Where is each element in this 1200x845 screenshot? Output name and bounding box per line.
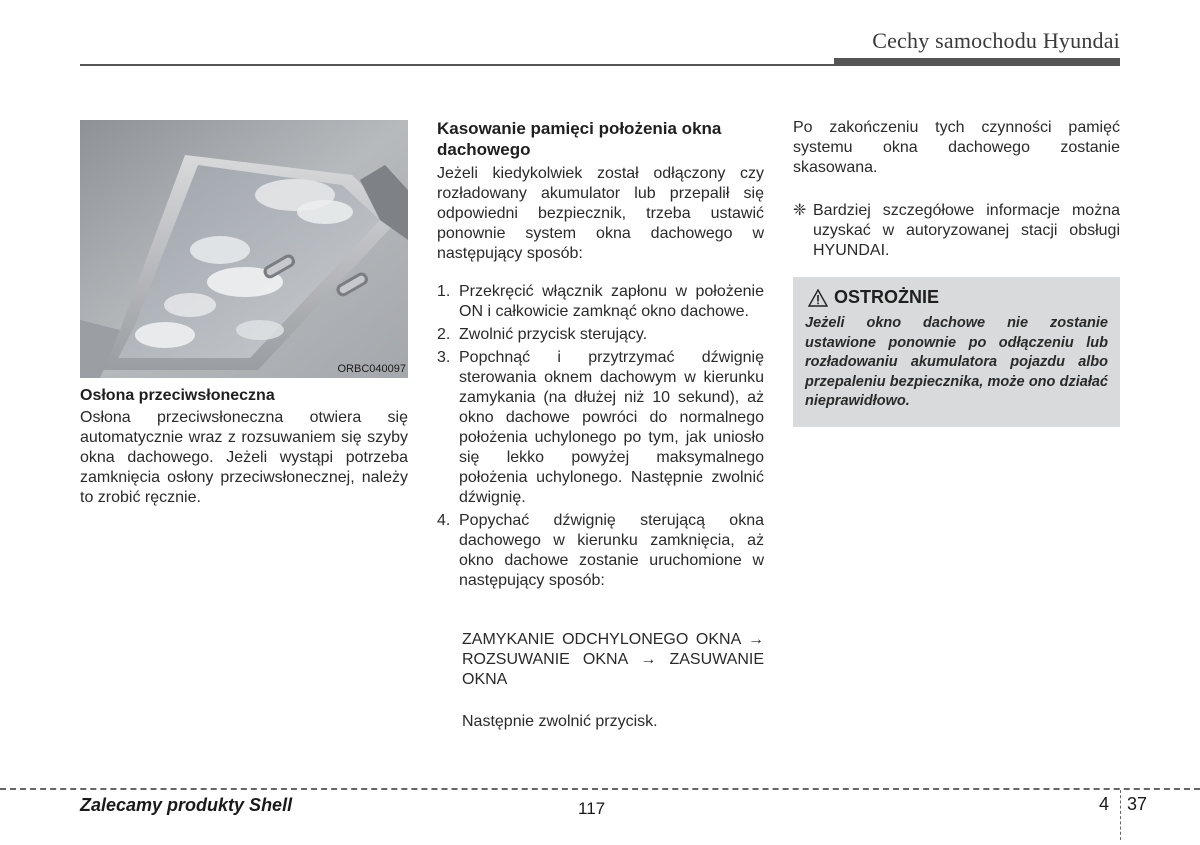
reset-complete-paragraph: Po zakończeniu tych czynności pamięć systemu okna dachowego zostanie skasowana. (793, 119, 1120, 176)
footer-slogan: Zalecamy produkty Shell (80, 795, 293, 815)
footer-section-page: 37 (1127, 794, 1148, 814)
caution-box (793, 277, 1120, 427)
footer-page-number: 117 (578, 799, 606, 818)
footer-page-divider (1120, 790, 1121, 840)
step-number: 1. (437, 283, 451, 300)
list-item (437, 325, 764, 345)
step-text: Zwolnić przycisk sterujący. (459, 326, 648, 343)
caution-header (808, 287, 1108, 308)
footer-chapter: 4 (1099, 794, 1110, 814)
step-number: 4. (437, 512, 451, 529)
warning-triangle-icon (808, 289, 828, 307)
step-text: Popychać dźwignię sterującą okna dachowego w kierunku zamknięcia, aż okno dachowe zostanie uruchomione w następujący sposób: (459, 512, 764, 589)
header-rule (80, 64, 1120, 66)
sunshade-paragraph: Osłona przeciwsłoneczna otwiera się automatycznie wraz z rozsuwaniem się szyby okna dachowego. Jeżeli wystąpi potrzeba zamknięcia osłony przeciwsłonecznej, należy to zrobić ręcznie. (80, 409, 408, 506)
footer-divider (0, 788, 1200, 790)
caution-title: OSTROŻNIE (834, 287, 940, 307)
step-text: Popchnąć i przytrzymać dźwignię sterowania oknem dachowym w kierunku zamykania (na dłużej niż 10 sekund), aż okno dachowe powróci do normalnego położenia uchylonego po tym, jak uniosło się lekko powyżej maksymalnego położenia uchylonego. Następnie zwolnić dźwignię. (459, 349, 764, 506)
running-header-title: Cechy samochodu Hyundai (872, 28, 1120, 53)
final-instruction: Następnie zwolnić przycisk. (462, 713, 658, 730)
step-number: 2. (437, 326, 451, 343)
caution-text: Jeżeli okno dachowe nie zostanie ustawione ponownie po odłączeniu lub rozładowaniu akumulatora pojazdu albo przepaleniu bezpiecznika, może ono działać nieprawidłowo. (805, 315, 1108, 409)
section-heading-sunshade: Osłona przeciwsłoneczna (80, 387, 275, 404)
step-text: Przekręcić włącznik zapłonu w położenie ON i całkowicie zamknąć okno dachowe. (459, 283, 764, 320)
sunroof-photo (80, 120, 408, 378)
note-mark-icon: ❈ (793, 202, 807, 219)
sunroof-illustration (80, 120, 408, 378)
note-text: Bardziej szczegółowe informacje można uzyskać w autoryzowanej stacji obsługi HYUNDAI. (813, 202, 1120, 259)
list-item (437, 282, 764, 322)
service-note (793, 201, 1120, 261)
reset-steps-list (437, 282, 764, 594)
section-heading-memory-reset: Kasowanie pamięci położenia okna dachowego (437, 119, 722, 159)
operation-sequence: ZAMYKANIE ODCHYLONEGO OKNA → ROZSUWANIE OKNA → ZASUWANIE OKNA (462, 631, 764, 688)
list-item (437, 511, 764, 591)
list-item (437, 348, 764, 508)
figure-code: ORBC040097 (337, 363, 406, 375)
step-number: 3. (437, 349, 451, 366)
memory-reset-intro: Jeżeli kiedykolwiek został odłączony czy rozładowany akumulator lub przepalił się odpowiedni bezpiecznik, trzeba ustawić ponownie system okna dachowego w następujący sposób: (437, 165, 764, 262)
